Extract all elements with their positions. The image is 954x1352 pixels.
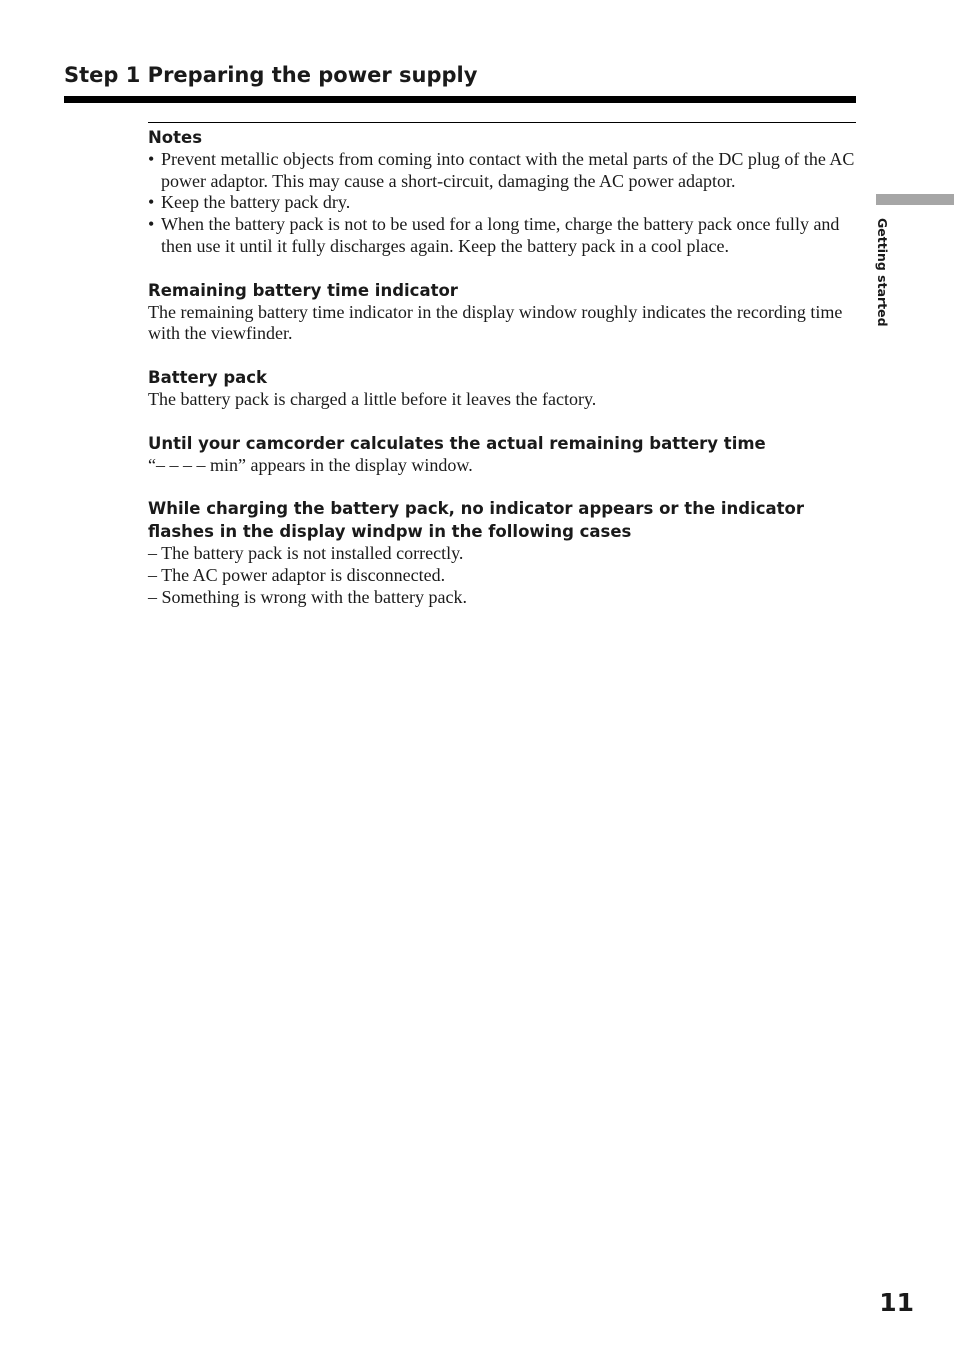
notes-rule xyxy=(148,122,856,123)
list-item: – The AC power adaptor is disconnected. xyxy=(148,565,446,586)
section-heading: Remaining battery time indicator xyxy=(148,280,458,300)
page-number: 11 xyxy=(879,1288,914,1317)
notes-heading: Notes xyxy=(148,128,203,147)
section-tab-marker xyxy=(876,194,954,205)
notes-list xyxy=(148,149,856,258)
list-item xyxy=(148,214,856,257)
section-text: “– – – – min” appears in the display window. xyxy=(148,454,473,475)
bullet-icon: • xyxy=(148,192,155,213)
main-content xyxy=(148,122,856,608)
section-heading: While charging the battery pack, no indicator appears or the indicator flashes in the display windpw in the following cases xyxy=(148,499,805,542)
section-tab-label: Getting started xyxy=(875,218,890,327)
section-text: The battery pack is charged a little before it leaves the factory. xyxy=(148,388,597,409)
notes-block xyxy=(148,126,856,258)
section-heading: Battery pack xyxy=(148,367,268,387)
until-calculates-section xyxy=(148,432,856,477)
bullet-icon: • xyxy=(148,149,155,169)
battery-pack-section xyxy=(148,366,856,411)
section-text: The remaining battery time indicator in the display window roughly indicates the recording time with the viewfinder. xyxy=(148,301,843,344)
list-item xyxy=(148,192,856,214)
section-heading: Until your camcorder calculates the actual remaining battery time xyxy=(148,433,766,453)
note-text: Prevent metallic objects from coming into contact with the metal parts of the DC plug of the AC power adaptor. This may cause a short-circuit, damaging the AC power adaptor. xyxy=(161,149,855,191)
page-header xyxy=(64,60,856,90)
list-item: – The battery pack is not installed correctly. xyxy=(148,543,464,564)
note-text: Keep the battery pack dry. xyxy=(161,192,351,213)
page-title: Step 1 Preparing the power supply xyxy=(64,63,478,87)
cases-list xyxy=(148,543,856,608)
list-item xyxy=(148,149,856,192)
list-item: – Something is wrong with the battery pack. xyxy=(148,586,467,607)
remaining-time-section xyxy=(148,279,856,345)
note-text: When the battery pack is not to be used for a long time, charge the battery pack once fully and then use it until it fully discharges again. Keep the battery pack in a cool place. xyxy=(161,214,840,256)
while-charging-section xyxy=(148,497,856,608)
bullet-icon: • xyxy=(148,214,155,235)
title-rule xyxy=(64,96,856,103)
